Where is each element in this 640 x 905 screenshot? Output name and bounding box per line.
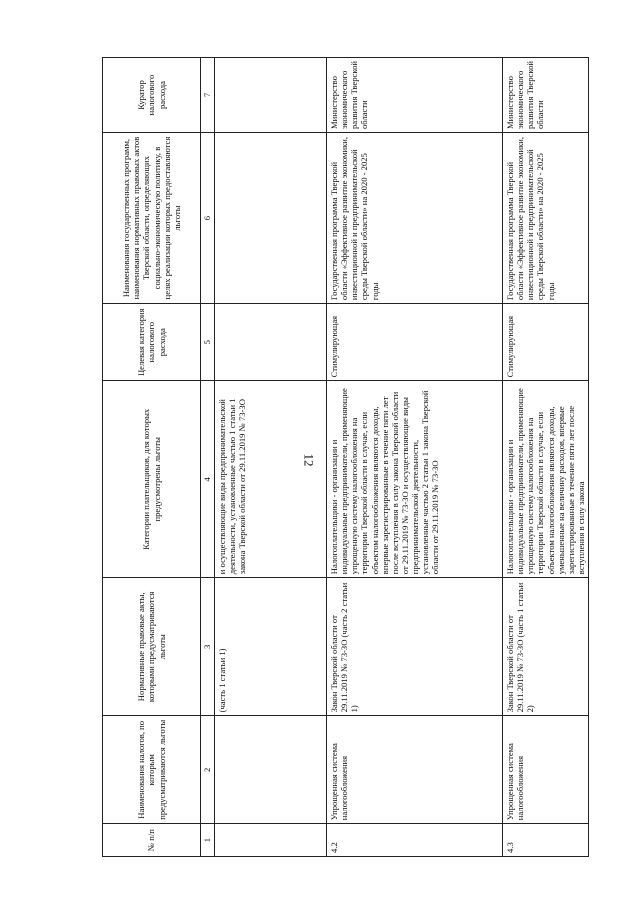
curator (215, 58, 327, 133)
target-category: Стимулирующая (503, 304, 589, 381)
tax-name: Упрощенная система налогообложения (327, 716, 503, 824)
column-number: 2 (201, 716, 215, 824)
table-row (327, 58, 503, 857)
target-category: Стимулирующая (327, 304, 503, 381)
state-program (215, 133, 327, 304)
column-number: 3 (201, 578, 215, 716)
page-number: 12 (301, 453, 317, 467)
header-cell: Наименования налогов, по которым предусматриваются льготы (103, 716, 201, 824)
header-cell: Наименования государственных программ, наименования нормативных правовых актов Тверской области, определяющих социально-экономическую политику, в целях реализации которых предоставляются льготы (103, 133, 201, 304)
row-number: 4.3 (503, 824, 589, 857)
header-cell: Куратор налогового расхода (103, 58, 201, 133)
table-header-row (103, 58, 201, 857)
row-number (215, 824, 327, 857)
tax-name: Упрощенная система налогообложения (503, 716, 589, 824)
curator: Министерство экономического развития Тверской области (327, 58, 503, 133)
column-number: 6 (201, 133, 215, 304)
target-category (215, 304, 327, 381)
column-number: 7 (201, 58, 215, 133)
rotated-table-container (102, 57, 584, 857)
table-row (503, 58, 589, 857)
table-row (215, 58, 327, 857)
payer-category: Налогоплательщики - организации и индивидуальные предприниматели, применяющие упрощенную систему налогообложения на территории Тверской области в случае, если объектом налогообложения являются доходы, впервые зарегистрированные в течение пяти лет после вступления в силу закона Тверской области от 29.11.2019 № 73-ЗО и осуществляющие виды предпринимательской деятельности, установленные частью 2 статьи 1 закона Тверской области от 29.11.2019 № 73-ЗО (327, 381, 503, 578)
tax-benefits-table (102, 57, 589, 857)
row-number: 4.2 (327, 824, 503, 857)
header-cell: Категории плательщиков, для которых предусмотрены льготы (103, 381, 201, 578)
header-cell: Целевая категория налогового расхода (103, 304, 201, 381)
header-cell: Нормативные правовые акты, которыми предусматриваются льготы (103, 578, 201, 716)
tax-name (215, 716, 327, 824)
header-cell: № п/п (103, 824, 201, 857)
payer-category: Налогоплательщики - организации и индивидуальные предприниматели, применяющие упрощенную систему налогообложения на территории Тверской области в случае, если объектом налогообложения являются доходы, уменьшенные на величину расходов, впервые зарегистрированные в течение пяти лет после вступления в силу закона (503, 381, 589, 578)
column-number: 5 (201, 304, 215, 381)
state-program: Государственная программа Тверской области «Эффективное развитие экономики, инвестиционной и предпринимательской среды Тверской области» на 2020 - 2025 годы (327, 133, 503, 304)
legal-act: (часть 1 статьи 1) (215, 578, 327, 716)
column-number: 1 (201, 824, 215, 857)
column-number: 4 (201, 381, 215, 578)
state-program: Государственная программа Тверской области «Эффективное развитие экономики, инвестиционной и предпринимательской среды Тверской области» на 2020 - 2025 годы (503, 133, 589, 304)
curator: Министерство экономического развития Тверской области (503, 58, 589, 133)
legal-act: Закон Тверской области от 29.11.2019 № 73-ЗО (часть 2 статьи 1) (327, 578, 503, 716)
column-number-row (201, 58, 215, 857)
legal-act: Закон Тверской области от 29.11.2019 № 73-ЗО (часть 1 статьи 2) (503, 578, 589, 716)
payer-category: и осуществляющие виды предпринимательской деятельности, установленные частью 1 статьи 1 закона Тверской области от 29.11.2019 № 73-ЗО (215, 381, 327, 578)
